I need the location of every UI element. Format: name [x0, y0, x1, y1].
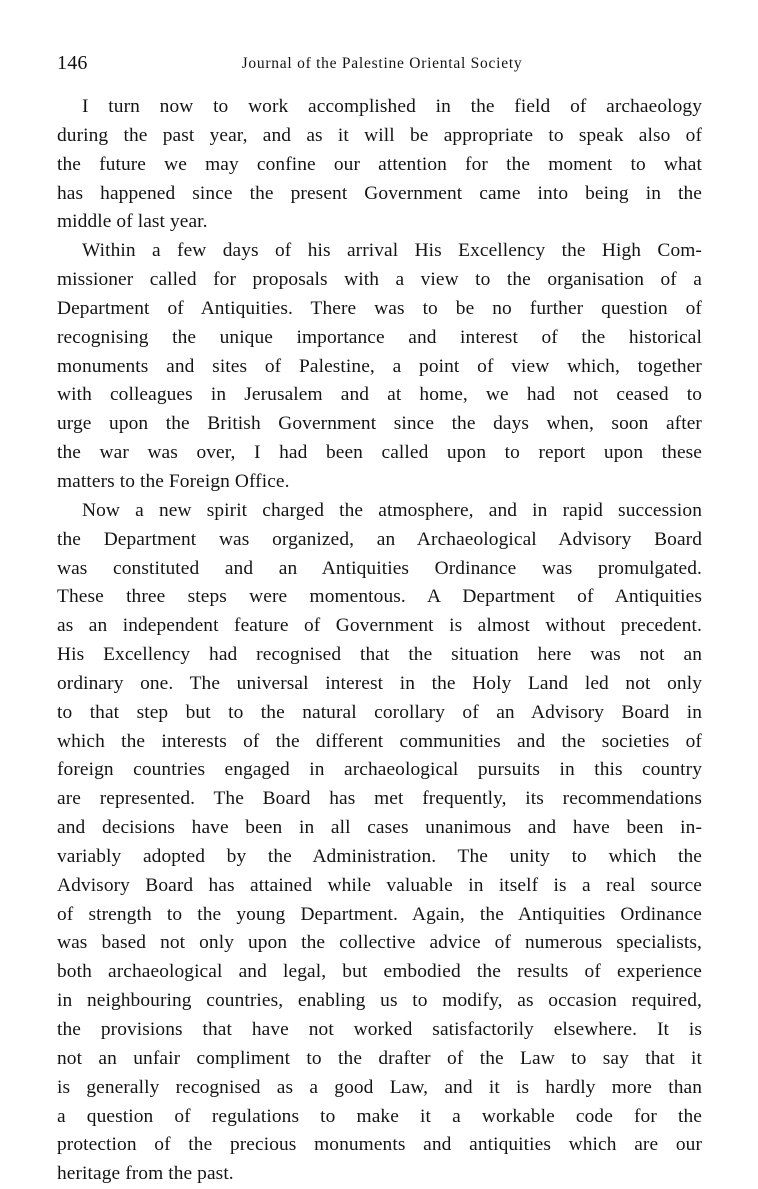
paragraph	[57, 237, 702, 497]
text-line: are represented. The Board has met frequently, its recommendations	[57, 788, 702, 810]
text-line: was based not only upon the collective advice of numerous specialists,	[57, 932, 702, 954]
text-line: has happened since the present Government came into being in the	[57, 182, 702, 204]
body-text	[57, 93, 702, 1189]
text-line: Advisory Board has attained while valuable in itself is a real source	[57, 874, 702, 896]
text-line: which the interests of the different communities and the societies of	[57, 730, 702, 752]
text-line: urge upon the British Government since the days when, soon after	[57, 413, 702, 435]
text-line: matters to the Foreign Office.	[57, 470, 290, 492]
text-line: missioner called for proposals with a view to the organisation of a	[57, 269, 702, 291]
text-line: the future we may confine our attention for the moment to what	[57, 153, 702, 175]
text-line: ordinary one. The universal interest in the Holy Land led not only	[57, 672, 702, 694]
text-line: not an unfair compliment to the drafter of the Law to say that it	[57, 1047, 702, 1069]
text-line: Now a new spirit charged the atmosphere, and in rapid succession	[82, 499, 702, 521]
text-line: of strength to the young Department. Again, the Antiquities Ordinance	[57, 903, 702, 925]
text-line: variably adopted by the Administration. The unity to which the	[57, 845, 702, 867]
text-line: a question of regulations to make it a workable code for the	[57, 1105, 702, 1127]
running-head	[57, 51, 701, 75]
text-line: Department of Antiquities. There was to be no further question of	[57, 297, 702, 319]
text-line: with colleagues in Jerusalem and at home, we had not ceased to	[57, 384, 702, 406]
text-line: the provisions that have not worked satisfactorily elsewhere. It is	[57, 1019, 702, 1040]
text-line: middle of last year.	[57, 211, 208, 233]
text-line: monuments and sites of Palestine, a point of view which, together	[57, 355, 702, 377]
text-line: both archaeological and legal, but embodied the results of experience	[57, 961, 702, 983]
text-line: These three steps were momentous. A Department of Antiquities	[57, 586, 702, 608]
paragraph	[57, 93, 702, 237]
text-line: Within a few days of his arrival His Excellency the High Com-	[82, 240, 702, 262]
text-line: during the past year, and as it will be appropriate to speak also of	[57, 124, 702, 146]
text-line: foreign countries engaged in archaeological pursuits in this country	[57, 759, 702, 781]
page-number: 146	[57, 52, 88, 74]
text-line: and decisions have been in all cases unanimous and have been in-	[57, 817, 702, 839]
text-line: is generally recognised as a good Law, and it is hardly more than	[57, 1076, 702, 1098]
text-line: His Excellency had recognised that the situation here was not an	[57, 644, 702, 666]
text-line: the war was over, I had been called upon to report upon these	[57, 442, 702, 464]
text-line: heritage from the past.	[57, 1163, 234, 1185]
text-line: protection of the precious monuments and antiquities which are our	[57, 1134, 702, 1156]
journal-title: Journal of the Palestine Oriental Society	[241, 55, 523, 72]
text-line: to that step but to the natural corollary of an Advisory Board in	[57, 701, 702, 723]
text-line: in neighbouring countries, enabling us to modify, as occasion required,	[57, 990, 702, 1012]
text-line: was constituted and an Antiquities Ordinance was promulgated.	[57, 557, 702, 579]
paragraph	[57, 497, 702, 1189]
text-line: recognising the unique importance and interest of the historical	[57, 326, 702, 348]
text-line: I turn now to work accomplished in the field of archaeology	[82, 96, 702, 117]
text-line: the Department was organized, an Archaeological Advisory Board	[57, 528, 702, 550]
text-line: as an independent feature of Government is almost without precedent.	[57, 615, 702, 637]
